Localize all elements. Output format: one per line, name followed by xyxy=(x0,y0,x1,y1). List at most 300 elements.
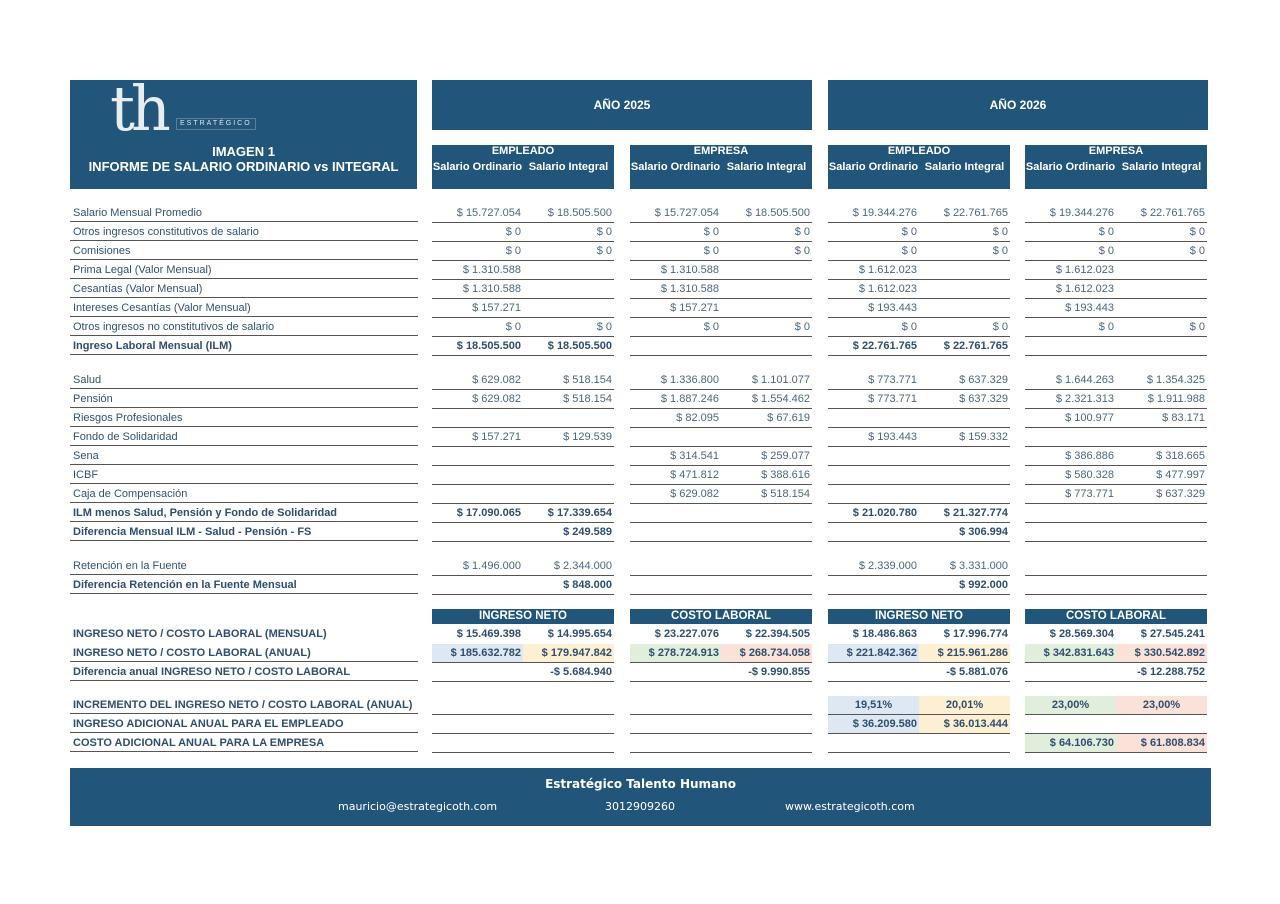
value-cell: $ 83.171 xyxy=(1162,412,1205,424)
value-cell: $ 629.082 xyxy=(472,393,521,405)
table-row xyxy=(0,644,1280,663)
value-cell: $ 0 xyxy=(1189,226,1205,238)
row-label: INGRESO NETO / COSTO LABORAL (MENSUAL) xyxy=(73,628,327,640)
value-cell: $ 0 xyxy=(794,321,810,333)
row-group xyxy=(1025,261,1207,280)
value-cell xyxy=(523,734,614,752)
value-cell xyxy=(721,576,812,594)
table-row xyxy=(0,485,1280,504)
value-cell xyxy=(523,299,614,317)
value-cell: $ 0 xyxy=(992,245,1008,257)
table-row xyxy=(0,715,1280,734)
row-group xyxy=(630,409,812,428)
row-group xyxy=(828,223,1010,242)
value-cell xyxy=(1025,576,1116,594)
value-cell: $ 773.771 xyxy=(868,393,917,405)
row-label: Pensión xyxy=(70,390,418,408)
value-cell xyxy=(432,734,523,752)
row-label: Riesgos Profesionales xyxy=(70,409,418,427)
row-group xyxy=(1025,409,1207,428)
row-label: Retención en la Fuente xyxy=(70,557,418,575)
value-cell: $ 17.090.065 xyxy=(456,507,521,519)
value-cell xyxy=(432,466,523,484)
value-cell xyxy=(828,734,919,752)
row-group xyxy=(1025,485,1207,504)
value-cell: $ 159.332 xyxy=(959,431,1008,443)
row-label: Intereses Cesantías (Valor Mensual) xyxy=(70,299,418,317)
row-group xyxy=(432,644,614,663)
value-cell: $ 14.995.654 xyxy=(547,628,612,640)
value-cell: $ 19.344.276 xyxy=(1049,207,1114,219)
value-cell: $ 17.996.774 xyxy=(943,628,1008,640)
value-cell: $ 18.505.500 xyxy=(547,340,612,352)
row-group xyxy=(630,523,812,542)
value-cell xyxy=(1116,504,1207,522)
value-cell: $ 22.761.765 xyxy=(943,207,1008,219)
value-cell: $ 1.496.000 xyxy=(462,560,521,572)
row-label: Diferencia Retención en la Fuente Mensual xyxy=(70,576,418,594)
value-cell: $ 0 xyxy=(901,226,917,238)
row-group xyxy=(1025,523,1207,542)
value-cell: $ 100.977 xyxy=(1065,412,1114,424)
col-label-integral: Salario Integral xyxy=(726,161,807,173)
value-cell: $ 2.339.000 xyxy=(858,560,917,572)
value-cell xyxy=(432,447,523,465)
value-cell: $ 82.095 xyxy=(676,412,719,424)
row-group xyxy=(828,576,1010,595)
row-group xyxy=(630,663,812,682)
row-group xyxy=(432,242,614,261)
value-cell: $ 2.321.313 xyxy=(1055,393,1114,405)
value-cell xyxy=(919,409,1010,427)
row-group xyxy=(1025,299,1207,318)
value-cell: -$ 5.881.076 xyxy=(946,666,1008,678)
value-cell xyxy=(1116,280,1207,298)
row-group xyxy=(432,337,614,356)
value-cell xyxy=(1116,523,1207,541)
row-group xyxy=(828,523,1010,542)
value-cell: $ 1.101.077 xyxy=(751,374,810,386)
table-row xyxy=(0,663,1280,682)
value-cell: $ 0 xyxy=(1098,321,1114,333)
value-cell xyxy=(432,576,523,594)
year-header-2025: AÑO 2025 xyxy=(432,80,812,130)
year-header-2026: AÑO 2026 xyxy=(828,80,1208,130)
value-cell xyxy=(828,447,919,465)
row-label: ILM menos Salud, Pensión y Fondo de Solidaridad xyxy=(70,504,418,522)
value-cell: $ 22.761.765 xyxy=(943,340,1008,352)
row-group xyxy=(432,280,614,299)
logo xyxy=(110,72,260,145)
row-group xyxy=(630,466,812,485)
col-label-integral: Salario Integral xyxy=(1121,161,1202,173)
row-group xyxy=(630,696,812,715)
value-cell xyxy=(1025,504,1116,522)
value-cell xyxy=(1025,663,1116,681)
value-cell: $ 1.911.988 xyxy=(1147,393,1205,405)
value-cell: $ 259.077 xyxy=(761,450,810,462)
row-group xyxy=(432,409,614,428)
value-cell xyxy=(1025,337,1116,355)
value-cell xyxy=(721,504,812,522)
section-bar-0: INGRESO NETO xyxy=(432,609,614,624)
value-cell xyxy=(630,523,721,541)
row-group xyxy=(432,204,614,223)
value-cell: $ 518.154 xyxy=(563,374,612,386)
section-bar-1: COSTO LABORAL xyxy=(630,609,812,624)
value-cell xyxy=(630,504,721,522)
row-group xyxy=(828,204,1010,223)
row-group xyxy=(432,371,614,390)
row-group xyxy=(828,557,1010,576)
value-cell: $ 0 xyxy=(505,321,521,333)
table-row xyxy=(0,242,1280,261)
row-group xyxy=(1025,734,1207,753)
row-group xyxy=(630,390,812,409)
row-group xyxy=(828,299,1010,318)
value-cell: $ 318.665 xyxy=(1156,450,1205,462)
row-group xyxy=(1025,466,1207,485)
row-group xyxy=(432,318,614,337)
value-cell: $ 22.394.505 xyxy=(745,628,810,640)
value-cell: $ 0 xyxy=(703,226,719,238)
value-cell xyxy=(721,523,812,541)
value-cell: $ 1.612.023 xyxy=(1055,283,1114,295)
logo-subtext: ESTRATÉGICO xyxy=(176,118,256,130)
value-cell: $ 215.961.286 xyxy=(919,644,1010,662)
value-cell xyxy=(721,734,812,752)
value-cell: $ 1.612.023 xyxy=(858,283,917,295)
table-row xyxy=(0,523,1280,542)
value-cell: $ 193.443 xyxy=(868,302,917,314)
value-cell: $ 15.727.054 xyxy=(456,207,521,219)
col-label-integral: Salario Integral xyxy=(924,161,1005,173)
value-cell: $ 0 xyxy=(1098,245,1114,257)
row-group xyxy=(432,447,614,466)
value-cell xyxy=(523,715,614,733)
value-cell: $ 0 xyxy=(794,226,810,238)
value-cell xyxy=(1116,299,1207,317)
value-cell: $ 278.724.913 xyxy=(630,644,721,662)
value-cell: $ 1.310.588 xyxy=(462,264,521,276)
row-group xyxy=(432,576,614,595)
value-cell: 20,01% xyxy=(919,696,1010,714)
row-group xyxy=(432,261,614,280)
row-group xyxy=(828,318,1010,337)
value-cell xyxy=(721,280,812,298)
row-group xyxy=(630,242,812,261)
row-group xyxy=(1025,280,1207,299)
value-cell: $ 773.771 xyxy=(1065,488,1114,500)
table-row xyxy=(0,696,1280,715)
value-cell: $ 0 xyxy=(703,321,719,333)
row-group xyxy=(1025,204,1207,223)
report-title-box xyxy=(70,72,417,189)
value-cell xyxy=(523,280,614,298)
row-group xyxy=(630,644,812,663)
value-cell: $ 518.154 xyxy=(563,393,612,405)
group-header-1 xyxy=(630,145,812,189)
value-cell: $ 637.329 xyxy=(959,374,1008,386)
value-cell xyxy=(919,280,1010,298)
value-cell: $ 0 xyxy=(505,245,521,257)
row-group xyxy=(828,280,1010,299)
value-cell xyxy=(721,696,812,714)
section-bar-2: INGRESO NETO xyxy=(828,609,1010,624)
value-cell xyxy=(1116,337,1207,355)
value-cell: $ 1.644.263 xyxy=(1055,374,1114,386)
row-group xyxy=(432,390,614,409)
row-group xyxy=(828,625,1010,643)
value-cell: $ 518.154 xyxy=(761,488,810,500)
footer-phone: 3012909260 xyxy=(605,800,675,813)
value-cell: $ 0 xyxy=(992,226,1008,238)
table-row xyxy=(0,371,1280,390)
value-cell: $ 2.344.000 xyxy=(553,560,612,572)
row-group xyxy=(828,447,1010,466)
value-cell: $ 1.310.588 xyxy=(462,283,521,295)
footer-website[interactable]: www.estrategicoth.com xyxy=(785,800,915,813)
value-cell: $ 0 xyxy=(901,245,917,257)
value-cell xyxy=(828,409,919,427)
value-cell: $ 0 xyxy=(596,245,612,257)
value-cell xyxy=(828,663,919,681)
row-group xyxy=(432,299,614,318)
value-cell: $ 18.486.863 xyxy=(852,628,917,640)
row-group xyxy=(1025,390,1207,409)
row-group xyxy=(432,504,614,523)
value-cell xyxy=(523,409,614,427)
value-cell: $ 0 xyxy=(703,245,719,257)
value-cell xyxy=(523,696,614,714)
row-group xyxy=(1025,625,1207,643)
row-group xyxy=(828,261,1010,280)
row-label: INCREMENTO DEL INGRESO NETO / COSTO LABORAL (ANUAL) xyxy=(70,696,418,714)
value-cell: $ 330.542.892 xyxy=(1116,644,1207,662)
group-label: EMPRESA xyxy=(693,145,749,157)
footer xyxy=(70,768,1211,826)
value-cell xyxy=(1025,715,1116,733)
value-cell: $ 0 xyxy=(992,321,1008,333)
value-cell xyxy=(432,523,523,541)
value-cell: $ 1.554.462 xyxy=(751,393,810,405)
value-cell: $ 19.344.276 xyxy=(852,207,917,219)
value-cell: $ 268.734.058 xyxy=(721,644,812,662)
value-cell: $ 129.539 xyxy=(563,431,612,443)
value-cell xyxy=(523,261,614,279)
value-cell: $ 848.000 xyxy=(563,579,612,591)
row-group xyxy=(630,337,812,356)
row-label: Prima Legal (Valor Mensual) xyxy=(70,261,418,279)
value-cell xyxy=(1025,557,1116,575)
value-cell: $ 629.082 xyxy=(670,488,719,500)
table-row xyxy=(0,504,1280,523)
value-cell: $ 157.271 xyxy=(472,431,521,443)
value-cell xyxy=(630,337,721,355)
row-group xyxy=(630,428,812,447)
value-cell xyxy=(1025,523,1116,541)
row-group xyxy=(1025,663,1207,682)
value-cell xyxy=(919,466,1010,484)
table-row xyxy=(0,299,1280,318)
table-row xyxy=(0,428,1280,447)
value-cell: $ 388.616 xyxy=(761,469,810,481)
row-group xyxy=(828,504,1010,523)
value-cell xyxy=(721,428,812,446)
value-cell: $ 0 xyxy=(794,245,810,257)
row-label: Fondo de Solidaridad xyxy=(70,428,418,446)
row-group xyxy=(828,409,1010,428)
table-row xyxy=(0,466,1280,485)
value-cell xyxy=(523,466,614,484)
row-group xyxy=(828,644,1010,663)
value-cell: $ 27.545.241 xyxy=(1140,628,1205,640)
value-cell xyxy=(1116,715,1207,733)
row-label: INGRESO ADICIONAL ANUAL PARA EL EMPLEADO xyxy=(70,715,418,733)
row-group xyxy=(432,523,614,542)
value-cell: $ 314.541 xyxy=(670,450,719,462)
group-header-0 xyxy=(432,145,614,189)
row-group xyxy=(630,485,812,504)
value-cell xyxy=(919,485,1010,503)
row-label: COSTO ADICIONAL ANUAL PARA LA EMPRESA xyxy=(70,734,418,752)
value-cell xyxy=(630,696,721,714)
row-label: Ingreso Laboral Mensual (ILM) xyxy=(70,337,418,355)
value-cell xyxy=(721,715,812,733)
value-cell: $ 157.271 xyxy=(472,302,521,314)
value-cell: $ 36.209.580 xyxy=(828,715,919,733)
table-row xyxy=(0,261,1280,280)
logo-mark: th xyxy=(110,72,167,145)
value-cell xyxy=(630,663,721,681)
value-cell xyxy=(630,734,721,752)
value-cell: $ 1.612.023 xyxy=(1055,264,1114,276)
value-cell xyxy=(1116,428,1207,446)
value-cell xyxy=(721,337,812,355)
col-label-ordinario: Salario Ordinario xyxy=(1025,161,1116,173)
row-group xyxy=(1025,428,1207,447)
col-label-integral: Salario Integral xyxy=(528,161,609,173)
row-group xyxy=(630,557,812,576)
row-group xyxy=(828,696,1010,715)
row-group xyxy=(828,337,1010,356)
value-cell xyxy=(919,299,1010,317)
table-row xyxy=(0,280,1280,299)
table-row xyxy=(0,390,1280,409)
report-title-line2: INFORME DE SALARIO ORDINARIO vs INTEGRAL xyxy=(88,159,399,174)
row-group xyxy=(630,223,812,242)
row-group xyxy=(828,466,1010,485)
table-row xyxy=(0,409,1280,428)
row-group xyxy=(630,715,812,734)
value-cell: $ 61.808.834 xyxy=(1116,734,1207,752)
value-cell xyxy=(432,696,523,714)
value-cell: $ 64.106.730 xyxy=(1025,734,1116,752)
section-bar-3: COSTO LABORAL xyxy=(1025,609,1207,624)
value-cell: $ 992.000 xyxy=(959,579,1008,591)
value-cell xyxy=(828,523,919,541)
value-cell: $ 249.589 xyxy=(563,526,612,538)
value-cell xyxy=(828,576,919,594)
row-group xyxy=(828,663,1010,682)
row-label: Otros ingresos constitutivos de salario xyxy=(70,223,418,241)
table-row xyxy=(0,204,1280,223)
value-cell xyxy=(919,447,1010,465)
row-group xyxy=(432,663,614,682)
row-group xyxy=(432,557,614,576)
value-cell xyxy=(721,261,812,279)
row-group xyxy=(1025,337,1207,356)
group-header-2 xyxy=(828,145,1010,189)
value-cell: $ 0 xyxy=(1189,245,1205,257)
row-group xyxy=(828,428,1010,447)
row-group xyxy=(1025,557,1207,576)
row-group xyxy=(828,734,1010,753)
value-cell: $ 1.310.588 xyxy=(660,264,719,276)
value-cell xyxy=(432,663,523,681)
value-cell: $ 23.227.076 xyxy=(654,628,719,640)
table-row xyxy=(0,625,1280,644)
value-cell: $ 0 xyxy=(596,226,612,238)
row-group xyxy=(630,280,812,299)
row-group xyxy=(1025,223,1207,242)
row-label: Salario Mensual Promedio xyxy=(70,204,418,222)
row-group xyxy=(432,715,614,734)
value-cell: $ 21.020.780 xyxy=(852,507,917,519)
value-cell: $ 15.727.054 xyxy=(654,207,719,219)
value-cell: $ 15.469.398 xyxy=(456,628,521,640)
value-cell: $ 637.329 xyxy=(1156,488,1205,500)
row-group xyxy=(1025,371,1207,390)
row-group xyxy=(630,261,812,280)
col-label-ordinario: Salario Ordinario xyxy=(630,161,721,173)
row-label: Diferencia anual INGRESO NETO / COSTO LABORAL xyxy=(70,663,418,681)
row-group xyxy=(630,576,812,595)
value-cell xyxy=(630,557,721,575)
row-group xyxy=(828,715,1010,734)
row-label: Comisiones xyxy=(70,242,418,260)
value-cell: $ 629.082 xyxy=(472,374,521,386)
row-group xyxy=(1025,696,1207,715)
row-label: INGRESO NETO / COSTO LABORAL (ANUAL) xyxy=(70,644,418,662)
value-cell xyxy=(1025,428,1116,446)
value-cell xyxy=(630,428,721,446)
table-row xyxy=(0,318,1280,337)
value-cell xyxy=(1116,576,1207,594)
row-group xyxy=(630,447,812,466)
row-group xyxy=(432,223,614,242)
value-cell: $ 18.505.500 xyxy=(745,207,810,219)
footer-email[interactable]: mauricio@estrategicoth.com xyxy=(338,800,498,813)
value-cell: $ 193.443 xyxy=(868,431,917,443)
row-group xyxy=(828,485,1010,504)
value-cell: 23,00% xyxy=(1025,696,1116,714)
row-group xyxy=(1025,318,1207,337)
value-cell: $ 185.632.782 xyxy=(432,644,523,662)
row-group xyxy=(1025,242,1207,261)
row-group xyxy=(1025,715,1207,734)
row-group xyxy=(828,390,1010,409)
value-cell: $ 221.842.362 xyxy=(828,644,919,662)
row-label: Diferencia Mensual ILM - Salud - Pensión - FS xyxy=(70,523,418,541)
value-cell: $ 477.997 xyxy=(1156,469,1205,481)
value-cell: -$ 12.288.752 xyxy=(1137,666,1205,678)
value-cell: $ 0 xyxy=(505,226,521,238)
table-row xyxy=(0,557,1280,576)
value-cell xyxy=(432,715,523,733)
group-label: EMPLEADO xyxy=(887,145,951,157)
value-cell: $ 157.271 xyxy=(670,302,719,314)
